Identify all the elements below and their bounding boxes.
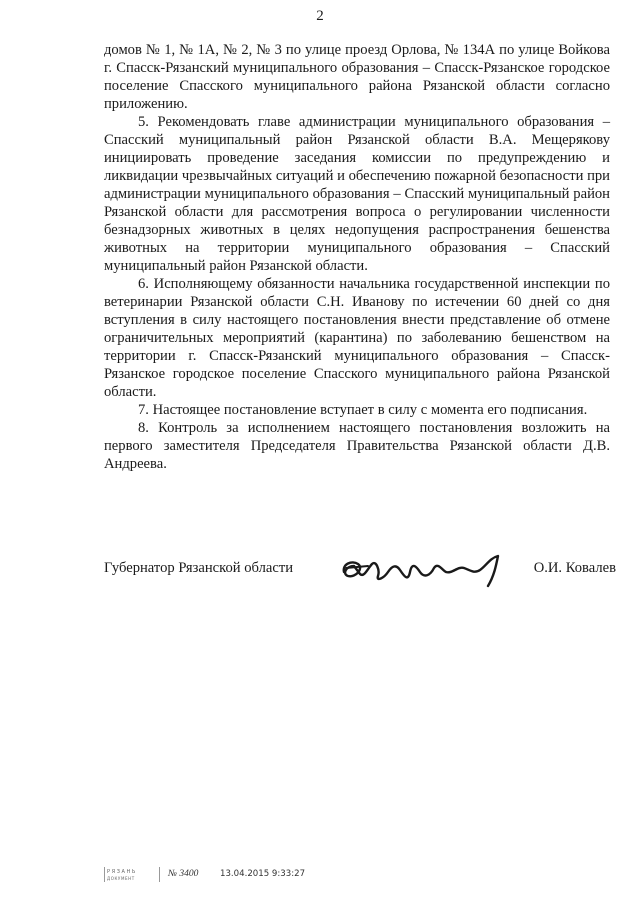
document-body [104, 41, 610, 473]
signature-block [104, 556, 616, 596]
page-number: 2 [316, 8, 324, 24]
paragraph-item-7: 7. Настоящее постановление вступает в силу с момента его подписания. [138, 402, 588, 418]
registry-logo-line1: РЯЗАНЬ [107, 869, 137, 875]
paragraph-item-6: 6. Исполняющему обязанности начальника государственной инспекции по ветеринарии Рязанской области С.Н. Иванову по истечении 60 дней со дня вступления в силу настоящего постановления внести представление об отмене ограничительных мероприятий (карантина) по заболеванию бешенством на территории г. Спасск-Рязанский муниципального образования – Спасск-Рязанское городское поселение Спасского муниципального района Рязанской области. [104, 276, 610, 400]
handwritten-signature [338, 548, 508, 590]
registration-datetime: 13.04.2015 9:33:27 [220, 869, 306, 879]
registry-logo-line2: ДОКУМЕНТ [107, 876, 135, 881]
registry-logo [104, 866, 160, 884]
registration-number: № 3400 [168, 869, 199, 879]
signer-name: О.И. Ковалев [533, 560, 616, 576]
signer-title: Губернатор Рязанской области [104, 560, 294, 576]
registration-stamp [104, 866, 364, 886]
paragraph-item-8: 8. Контроль за исполнением настоящего постановления возложить на первого заместителя Председателя Правительства Рязанской области Д.В. Андреева. [104, 420, 610, 472]
paragraph-item-5: 5. Рекомендовать главе администрации муниципального образования – Спасский муниципальный район Рязанской области В.А. Мещерякову инициировать проведение заседания комиссии по предупреждению и ликвидации чрезвычайных ситуаций и обеспечению пожарной безопасности при администрации муниципального образования – Спасский муниципальный район Рязанской области для рассмотрения вопроса о регулировании численности безнадзорных животных в целях недопущения распространения бешенства животных на территории муниципального образования – Спасский муниципальный район Рязанской области. [104, 114, 610, 274]
paragraph-continuation: домов № 1, № 1А, № 2, № 3 по улице проезд Орлова, № 134А по улице Войкова г. Спасск-Рязанский муниципального образования – Спасск-Рязанское городское поселение Спасского муниципального района Рязанской области согласно приложению. [104, 42, 610, 112]
